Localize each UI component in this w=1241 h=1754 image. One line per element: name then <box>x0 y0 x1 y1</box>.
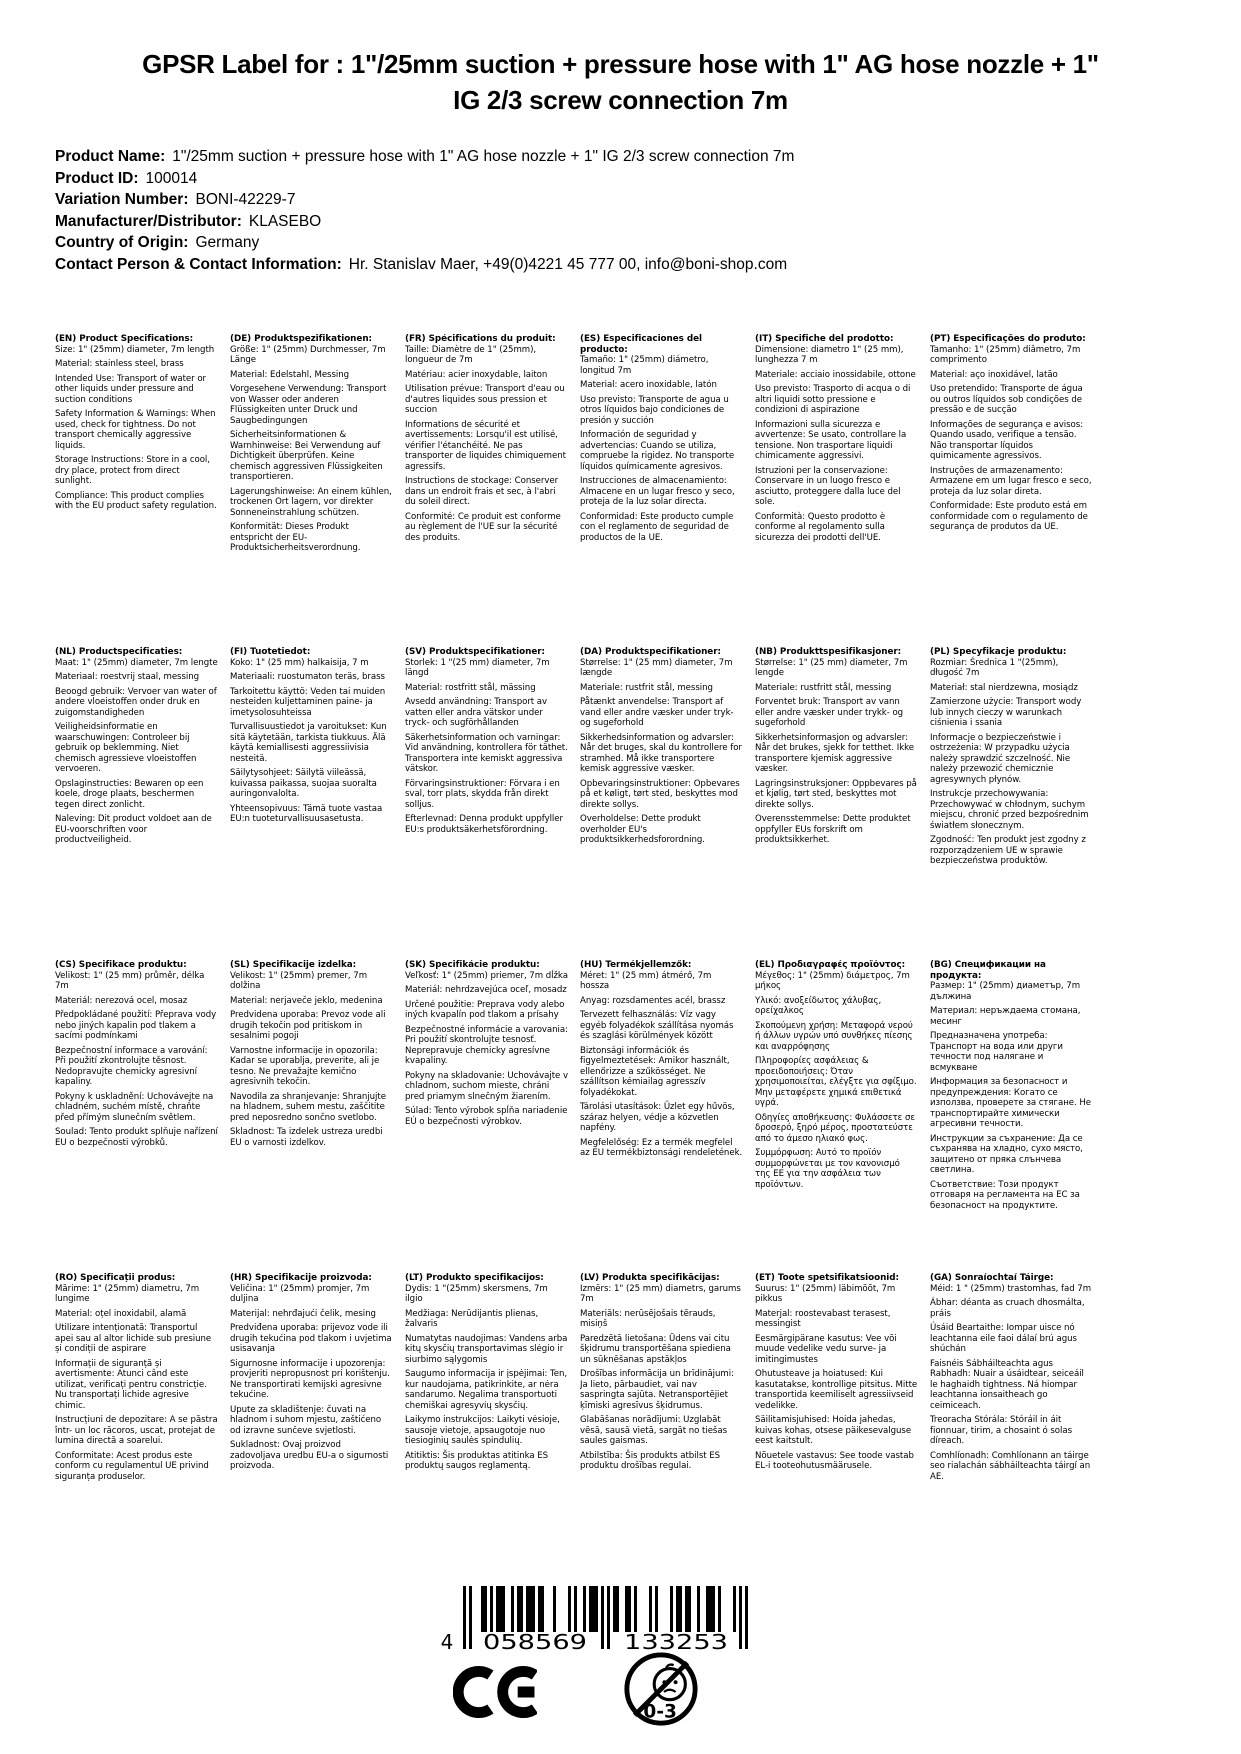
language-spec-paragraph: Safety Information & Warnings: When used, check for tightness. Do not transport chemically aggressive liquids. <box>55 409 216 451</box>
product-name-line <box>55 146 794 168</box>
language-spec-paragraph: Sicherheitsinformationen & Warnhinweise: Bei Verwendung auf Dichtigkeit überprüfen. Keine chemisch aggressiven Flüssigkeiten transportieren. <box>230 430 383 482</box>
language-spec-paragraph: Informazioni sulla sicurezza e avvertenze: Se usato, controllare la tensione. Non trasportare liquidi chimicamente aggressivi. <box>755 419 907 461</box>
product-id-label: Product ID: <box>55 169 139 187</box>
language-spec-cell <box>755 334 930 647</box>
language-spec-paragraph: Pokyny na skladovanie: Uchovávajte v chladnom, suchom mieste, chráni pred priamym slnečným žiarením. <box>405 1070 569 1102</box>
language-spec-paragraph: Dimensione: diametro 1" (25 mm), lunghezza 7 m <box>755 344 904 365</box>
language-spec-paragraph: Yhteensopivuus: Tämä tuote vastaa EU:n tuoteturvallisuusasetusta. <box>230 803 383 824</box>
language-spec-paragraph: Materiál: nerezová ocel, mosaz <box>55 995 188 1006</box>
language-spec-paragraph: Οδηγίες αποθήκευσης: Φυλάσσετε σε δροσερό, ξηρό μέρος, προστατεύστε από το άμεσο ηλιακό φως. <box>755 1112 915 1144</box>
language-spec-paragraph: Tervezett felhasználás: Víz vagy egyéb folyadékok szállítása nyomás és szaglási körülmények között <box>580 1010 734 1041</box>
language-spec-title: (FI) Tuotetiedot: <box>230 647 311 657</box>
language-spec-cell <box>755 647 930 960</box>
country-of-origin-line <box>55 232 794 254</box>
language-spec-paragraph: Lagringsinstruksjoner: Oppbevares på et kjølig, tørt sted, beskyttes mot direkte sollys. <box>755 778 917 810</box>
language-spec-paragraph: Biztonsági információk és figyelmeztetések: Amikor használt, ellenőrizze a szűkösséget. Ne szállítson kémiailag agresszív folyadékokat. <box>580 1045 730 1098</box>
language-spec-paragraph: Treoracha Stórála: Stóráil in áit fionnuar, tirim, a chosaint ó solas díreach. <box>930 1415 1072 1446</box>
language-spec-paragraph: Material: stainless steel, brass <box>55 359 184 369</box>
language-spec-paragraph: Faisnéis Sábháilteachta agus Rabhadh: Nuair a úsáidtear, seiceáil le haghaidh tightness. Ná hiompar leachtanna ionsaitheach go ceimiceach. <box>930 1358 1084 1411</box>
language-spec-title: (HU) Termékjellemzők: <box>580 960 692 970</box>
language-spec-paragraph: Ohutusteave ja hoiatused: Kui kasutatakse, kontrollige pitsitus. Mitte transportida keemiliselt agressiivseid vedelikke. <box>755 1369 918 1411</box>
language-spec-paragraph: Material: Edelstahl, Messing <box>230 369 350 380</box>
language-spec-paragraph: Tamaño: 1" (25mm) diámetro, longitud 7m <box>580 355 709 376</box>
language-spec-paragraph: Veličina: 1" (25mm) promjer, 7m duljina <box>230 1283 370 1304</box>
variation-number-label: Variation Number: <box>55 191 189 208</box>
language-spec-paragraph: Pokyny k uskladnění: Uchovávejte na chladném, suchém místě, chraňte před přímým slunečním světlem. <box>55 1091 214 1123</box>
barcode-left-digits: 058569 <box>483 1630 587 1652</box>
language-spec-paragraph: Nõuetele vastavus: See toode vastab EL-i tooteohutusmäärusele. <box>755 1450 914 1471</box>
variation-number-value: BONI-42229-7 <box>195 191 296 208</box>
language-spec-paragraph: Velikost: 1" (25mm) premer, 7m dolžina <box>230 970 368 991</box>
language-spec-paragraph: Méret: 1" (25 mm) átmérő, 7m hossza <box>580 970 712 991</box>
language-spec-paragraph: Overensstemmelse: Dette produktet oppfyller EUs forskrift om produktsikkerhet. <box>755 814 911 845</box>
language-spec-paragraph: Medžiaga: Nerūdijantis plienas, žalvaris <box>405 1308 539 1329</box>
language-spec-paragraph: Uso pretendido: Transporte de água ou outros líquidos sob condições de pressão e de sucção <box>930 384 1083 415</box>
language-spec-paragraph: Laikymo instrukcijos: Laikyti vėsioje, sausoje vietoje, apsaugotoje nuo tiesioginių saulės spindulių. <box>405 1415 560 1446</box>
product-name-label: Product Name: <box>55 148 166 165</box>
language-spec-paragraph: Material: rostfritt stål, mässing <box>405 682 536 693</box>
language-spec-cell <box>230 647 405 960</box>
language-spec-title: (PT) Especificações do produto: <box>930 334 1086 344</box>
language-spec-paragraph: Intended Use: Transport of water or other liquids under pressure and suction conditions <box>55 373 207 405</box>
language-spec-paragraph: Určené použitie: Preprava vody alebo iných kvapalín pod tlakom a prísahy <box>405 999 565 1020</box>
age-warning-text: 0-3 <box>643 1701 677 1723</box>
language-spec-paragraph: Taille: Diamètre de 1" (25mm), longueur de 7m <box>405 344 537 365</box>
language-spec-paragraph: Materjal: roostevabast terasest, messingist <box>755 1308 891 1329</box>
language-spec-paragraph: Materijal: nehrđajući čelik, mesing <box>230 1308 376 1319</box>
contact-line <box>55 254 794 276</box>
language-spec-paragraph: Saugumo informacija ir įspėjimai: Ten, kur naudojama, patikrinkite, ar nėra sandarumo. Negalima transportuoti chemiškai agresyvių skysčių. <box>405 1369 568 1411</box>
barcode-lead-digit: 4 <box>440 1630 454 1652</box>
language-spec-title: (DA) Produktspecifikationer: <box>580 647 721 657</box>
language-spec-cell <box>405 334 580 647</box>
language-spec-paragraph: Materiaali: ruostumaton teräs, brass <box>230 672 385 682</box>
language-spec-cell <box>580 334 755 647</box>
language-spec-paragraph: Material: acero inoxidable, latón <box>580 380 717 390</box>
language-spec-paragraph: Uso previsto: Trasporto di acqua o di altri liquidi sotto pressione e condizioni di aspirazione <box>755 384 911 415</box>
language-spec-title: (SV) Produktspecifikationer: <box>405 647 545 657</box>
language-spec-paragraph: Instrucțiuni de depozitare: A se păstra într- un loc răcoros, uscat, protejat de lumina directă a soarelui. <box>55 1415 218 1446</box>
language-spec-paragraph: Größe: 1" (25mm) Durchmesser, 7m Länge <box>230 344 386 365</box>
language-spec-paragraph: Съответствие: Този продукт отговаря на регламента на ЕС за безопасност на продуктите. <box>930 1179 1080 1211</box>
product-name-value: 1"/25mm suction + pressure hose with 1" AG hose nozzle + 1" IG 2/3 screw connection 7m <box>172 148 795 165</box>
language-spec-paragraph: Sikkerhedsinformation og advarsler: Når det bruges, skal du kontrollere for stramhed. Må ikke transportere kemisk aggressive væsker. <box>580 732 742 774</box>
language-spec-cell <box>755 960 930 1273</box>
language-spec-paragraph: Zgodność: Ten produkt jest zgodny z rozporządzeniem UE w sprawie bezpieczeństwa produktów. <box>930 835 1086 866</box>
language-spec-paragraph: Veiligheidsinformatie en waarschuwingen: Controleer bij gebruik op beklemming. Niet chemisch agressieve vloeistoffen vervoeren. <box>55 722 197 774</box>
language-spec-title: (SL) Specifikacije izdelka: <box>230 960 357 970</box>
language-spec-paragraph: Drošības informācija un brīdinājumi: Ja lieto, pārbaudiet, vai nav saspringta sajūta. Netransportējiet ķīmiski agresīvus šķidrumus. <box>580 1369 734 1411</box>
language-spec-paragraph: Naleving: Dit product voldoet aan de EU-voorschriften voor productveiligheid. <box>55 814 212 845</box>
language-spec-cell <box>55 1273 230 1586</box>
language-spec-paragraph: Säilitamisjuhised: Hoida jahedas, kuivas kohas, otsese päikesevalguse eest kaitstult. <box>755 1415 912 1446</box>
language-spec-title: (DE) Produktspezifikationen: <box>230 334 372 344</box>
language-spec-paragraph: Υλικό: ανοξείδωτος χάλυβας, ορείχαλκος <box>755 995 882 1016</box>
language-spec-paragraph: Předpokládané použití: Přeprava vody nebo jiných kapalin pod tlakem a sacími podmínkami <box>55 1010 217 1041</box>
language-spec-paragraph: Beoogd gebruik: Vervoer van water of andere vloeistoffen onder druk en zuigomstandigheden <box>55 686 217 718</box>
language-spec-cell <box>55 334 230 647</box>
language-spec-paragraph: Mărime: 1" (25mm) diametru, 7m lungime <box>55 1283 200 1304</box>
language-spec-paragraph: Compliance: This product complies with the EU product safety regulation. <box>55 490 217 511</box>
language-spec-paragraph: Utilizare intenționată: Transportul apei sau al altor lichide sub presiune și condiții de aspirare <box>55 1323 212 1354</box>
language-spec-paragraph: Инструкции за съхранение: Да се съхранява на хладно, сухо място, защитено от пряка слънчева светлина. <box>930 1133 1083 1175</box>
language-spec-title: (RO) Specificații produs: <box>55 1273 176 1283</box>
language-spec-paragraph: Dydis: 1 "(25mm) skersmens, 7m ilgio <box>405 1283 548 1304</box>
language-spec-paragraph: Materiał: stal nierdzewna, mosiądz <box>930 682 1078 693</box>
language-spec-paragraph: Izmērs: 1" (25 mm) diametrs, garums 7m <box>580 1283 741 1304</box>
language-spec-paragraph: Atitiktis: Šis produktas atitinka ES produktų saugos reglamentą. <box>405 1450 549 1471</box>
language-spec-cell <box>930 647 1105 960</box>
language-spec-paragraph: Konformität: Dieses Produkt entspricht der EU-Produktsicherheitsverordnung. <box>230 522 361 553</box>
language-spec-title: (EL) Προδιαγραφές προϊόντος: <box>755 960 906 970</box>
language-spec-title: (IT) Specifiche del prodotto: <box>755 334 894 344</box>
language-spec-paragraph: Informacje o bezpieczeństwie i ostrzeżenia: W przypadku użycia należy sprawdzić szczelność. Nie należy przewozić chemicznie agresywnych płynów. <box>930 732 1071 785</box>
language-spec-paragraph: Bezpečnostní informace a varování: Při použití zkontrolujte těsnost. Nedopravujte chemicky agresivní kapaliny. <box>55 1045 208 1087</box>
language-spec-paragraph: Predviđena uporaba: prijevoz vode ili drugih tekućina pod tlakom i uvjetima usisavanja <box>230 1323 392 1354</box>
language-spec-paragraph: Megfelelőség: Ez a termék megfelel az EU termékbiztonsági rendeletének. <box>580 1137 743 1158</box>
language-spec-paragraph: Glabāšanas norādījumi: Uzglabāt vēsā, sausā vietā, sargāt no tiešas saules gaismas. <box>580 1415 728 1446</box>
ce-mark-icon <box>453 1663 537 1721</box>
language-spec-cell <box>230 1273 405 1586</box>
language-spec-title: (NB) Produkttspesifikasjoner: <box>755 647 902 657</box>
language-spec-paragraph: Atbilstība: Šis produkts atbilst ES produktu drošības regulai. <box>580 1450 721 1471</box>
language-spec-paragraph: Størrelse: 1" (25 mm) diameter, 7m lengde <box>755 657 908 678</box>
language-spec-paragraph: Materiál: nehrdzavejúca oceľ, mosadz <box>405 985 567 995</box>
age-warning-0-3-icon <box>622 1650 700 1728</box>
language-spec-cell <box>230 334 405 647</box>
language-spec-paragraph: Vorgesehene Verwendung: Transport von Wasser oder anderen Flüssigkeiten unter Druck und Saugbedingungen <box>230 384 387 426</box>
product-id-value: 100014 <box>145 169 198 187</box>
language-spec-paragraph: Bezpečnostné informácie a varovania: Pri použití skontrolujte tesnosť. Neprepravuje chemicky agresívne kvapaliny. <box>405 1024 568 1066</box>
language-spec-title: (CS) Specifikace produktu: <box>55 960 187 970</box>
language-spec-paragraph: Förvaringsinstruktioner: Förvara i en sval, torr plats, skydda från direkt solljus. <box>405 778 560 810</box>
language-spec-paragraph: Tarkoitettu käyttö: Veden tai muiden nesteiden kuljettaminen paine- ja imetysolosuhteissa <box>230 686 386 718</box>
language-spec-cell <box>930 334 1105 647</box>
language-spec-paragraph: Veľkosť: 1" (25mm) priemer, 7m dĺžka <box>405 970 568 981</box>
language-spec-paragraph: Tárolási utasítások: Üzlet egy hűvös, száraz helyen, védje a közvetlen napfény. <box>580 1102 735 1133</box>
language-spec-paragraph: Säilytysohjeet: Säilytä viileässä, kuivassa paikassa, suojaa suoralta auringonvalolta. <box>230 768 377 799</box>
language-spec-paragraph: Materiaal: roestvrij staal, messing <box>55 672 200 682</box>
language-spec-paragraph: Conformità: Questo prodotto è conforme al regolamento sulla sicurezza dei prodotti dell'UE. <box>755 511 886 543</box>
language-spec-paragraph: Opbevaringsinstruktioner: Opbevares på et køligt, tørt sted, beskyttes mod direkte sollys. <box>580 778 740 810</box>
language-spec-paragraph: Materiale: acciaio inossidabile, ottone <box>755 369 916 380</box>
language-spec-paragraph: Turvallisuustiedot ja varoitukset: Kun sitä käytetään, tarkista tiukkuus. Älä käytä kemiallisesti aggressiivisia nesteitä. <box>230 722 387 764</box>
country-of-origin-label: Country of Origin: <box>55 234 189 251</box>
language-spec-paragraph: Méid: 1 " (25mm) trastomhas, fad 7m <box>930 1283 1092 1294</box>
language-spec-paragraph: Conformité: Ce produit est conforme au règlement de l'UE sur la sécurité des produits. <box>405 511 561 543</box>
product-id-line <box>55 168 794 190</box>
language-spec-paragraph: Comhlíonadh: Comhlíonann an táirge seo rialachán sábháilteachta táirgí an AE. <box>930 1450 1091 1482</box>
manufacturer-label: Manufacturer/Distributor: <box>55 212 242 230</box>
language-spec-paragraph: Opslaginstructies: Bewaren op een koele, droge plaats, beschermen tegen direct zonlicht. <box>55 778 204 810</box>
language-spec-paragraph: Instrukcje przechowywania: Przechowywać w chłodnym, suchym miejscu, chronić przed bezpośrednim światłem słonecznym. <box>930 789 1089 831</box>
language-spec-paragraph: Koko: 1" (25 mm) halkaisija, 7 m <box>230 657 369 668</box>
language-spec-paragraph: Efterlevnad: Denna produkt uppfyller EU:s produktsäkerhetsförordning. <box>405 814 563 835</box>
language-spec-cell <box>755 1273 930 1586</box>
language-spec-cell <box>55 647 230 960</box>
language-spec-paragraph: Suurus: 1" (25mm) läbimõõt, 7m pikkus <box>755 1283 896 1304</box>
language-spec-paragraph: Soulad: Tento produkt splňuje nařízení EU o bezpečnosti výrobků. <box>55 1127 218 1148</box>
ean-barcode <box>437 1586 757 1652</box>
language-spec-title: (LV) Produkta specifikācijas: <box>580 1273 720 1283</box>
language-spec-paragraph: Paredzētā lietošana: Ūdens vai citu šķidrumu transportēšana spiediena un sūknēšanas apstākļos <box>580 1333 731 1365</box>
page-title <box>0 46 1241 119</box>
language-spec-cell <box>580 647 755 960</box>
language-spec-paragraph: Συμμόρφωση: Αυτό το προϊόν συμμορφώνεται με τον κανονισμό της ΕΕ για την ασφάλεια των προϊόντων. <box>755 1148 900 1190</box>
language-spec-paragraph: Säkerhetsinformation och varningar: Vid användning, kontrollera för täthet. Transportera inte kemiskt aggressiva vätskor. <box>405 732 568 774</box>
language-spec-paragraph: Предназначена употреба: Транспорт на вода или други течности под налягане и всмукване <box>930 1031 1063 1073</box>
language-spec-title: (BG) Спецификации на продукта: <box>930 960 1046 981</box>
language-spec-paragraph: Rozmiar: Średnica 1 "(25mm), długość 7m <box>930 657 1059 678</box>
language-spec-paragraph: Avsedd användning: Transport av vatten eller andra vätskor under tryck- och sugförhållanden <box>405 697 548 728</box>
language-spec-paragraph: Zamierzone użycie: Transport wody lub innych cieczy w warunkach ciśnienia i ssania <box>930 697 1082 728</box>
language-spec-paragraph: Material: aço inoxidável, latão <box>930 369 1058 380</box>
language-spec-title: (EN) Product Specifications: <box>55 334 194 344</box>
language-spec-title: (SK) Špecifikácie produktu: <box>405 960 540 970</box>
language-spec-title: (HR) Specifikacije proizvoda: <box>230 1273 372 1283</box>
language-spec-paragraph: Varnostne informacije in opozorila: Kadar se uporablja, preverite, ali je tesno. Ne prevažajte kemično agresivnih tekočin. <box>230 1045 380 1087</box>
language-spec-paragraph: Sukladnost: Ovaj proizvod zadovoljava uredbu EU-a o sigurnosti proizvoda. <box>230 1440 389 1471</box>
language-spec-cell <box>405 647 580 960</box>
language-spec-paragraph: Lagerungshinweise: An einem kühlen, trockenen Ort lagern, vor direkter Sonneneinstrahlung schützen. <box>230 486 392 518</box>
language-spec-paragraph: Anyag: rozsdamentes acél, brassz <box>580 995 726 1006</box>
language-spec-paragraph: Материал: неръждаема стомана, месинг <box>930 1006 1081 1027</box>
language-spec-cell <box>405 960 580 1273</box>
language-spec-paragraph: Istruzioni per la conservazione: Conservare in un luogo fresco e asciutto, proteggere dalla luce del sole. <box>755 465 901 507</box>
language-spec-paragraph: Conformitate: Acest produs este conform cu regulamentul UE privind siguranța produselor. <box>55 1450 209 1482</box>
language-spec-paragraph: Информация за безопасност и предупреждения: Когато се използва, проверете за стягане. Не транспортирайте химически агресивни течности. <box>930 1077 1092 1129</box>
language-spec-cell <box>580 1273 755 1586</box>
language-spec-paragraph: Πληροφορίες ασφάλειας & προειδοποιήσεις: Όταν χρησιμοποιείται, ελέγξτε για σφίξιμο. Μην μεταφέρετε χημικά επιθετικά υγρά. <box>755 1056 917 1108</box>
language-spec-paragraph: Forventet bruk: Transport av vann eller andre væsker under trykk- og sugeforhold <box>755 697 904 728</box>
language-spec-paragraph: Predvidena uporaba: Prevoz vode ali drugih tekočin pod pritiskom in sesalnimi pogoji <box>230 1010 386 1041</box>
language-spec-paragraph: Utilisation prévue: Transport d'eau ou d'autres liquides sous pression et succion <box>405 384 565 415</box>
language-spec-paragraph: Súlad: Tento výrobok spĺňa nariadenie EÚ o bezpečnosti výrobkov. <box>405 1106 568 1127</box>
language-spec-paragraph: Tamanho: 1" (25mm) diâmetro, 7m comprimento <box>930 344 1081 365</box>
contact-value: Hr. Stanislav Maer, +49(0)4221 45 777 00, info@boni-shop.com <box>348 255 788 273</box>
language-spec-paragraph: Material: nerjaveče jeklo, medenina <box>230 995 383 1006</box>
contact-label: Contact Person & Contact Information: <box>55 255 342 273</box>
language-spec-cell <box>580 960 755 1273</box>
country-of-origin-value: Germany <box>195 234 260 251</box>
language-spec-paragraph: Conformidad: Este producto cumple con el reglamento de seguridad de productos de la UE. <box>580 511 734 543</box>
language-spec-paragraph: Úsáid Beartaithe: Iompar uisce nó leachtanna eile faoi dálaí brú agus shúchán <box>930 1323 1077 1354</box>
language-spec-paragraph: Storlek: 1 "(25 mm) diameter, 7m längd <box>405 657 550 678</box>
manufacturer-line <box>55 211 794 233</box>
language-spec-title: (ES) Especificaciones del producto: <box>580 334 703 355</box>
language-spec-paragraph: Matériau: acier inoxydable, laiton <box>405 369 548 380</box>
language-spec-title: (PL) Specyfikacje produktu: <box>930 647 1067 657</box>
language-spec-paragraph: Información de seguridad y advertencias: Cuando se utiliza, compruebe la rigidez. No transporte líquidos químicamente agresivos. <box>580 430 735 472</box>
language-spec-paragraph: Materiale: rustfrit stål, messing <box>580 682 713 693</box>
language-spec-paragraph: Instructions de stockage: Conserver dans un endroit frais et sec, à l'abri du soleil direct. <box>405 476 559 507</box>
language-spec-paragraph: Material: oțel inoxidabil, alamă <box>55 1308 187 1319</box>
language-spec-title: (LT) Produkto specifikacijos: <box>405 1273 544 1283</box>
barcode-right-digits: 133253 <box>624 1630 728 1652</box>
language-spec-paragraph: Instrucciones de almacenamiento: Almacene en un lugar fresco y seco, proteja de la luz solar directa. <box>580 476 735 507</box>
language-spec-paragraph: Numatytas naudojimas: Vandens arba kitų skysčių transportavimas slėgio ir siurbimo sąlygomis <box>405 1333 568 1365</box>
language-spec-title: (ET) Toote spetsifikatsioonid: <box>755 1273 899 1283</box>
language-spec-paragraph: Σκοπούμενη χρήση: Μεταφορά νερού ή άλλων υγρών υπό συνθήκες πίεσης και αναρρόφησης <box>755 1020 913 1052</box>
language-spec-title: (GA) Sonraíochtaí Táirge: <box>930 1273 1054 1283</box>
variation-number-line <box>55 189 794 211</box>
language-spec-paragraph: Informations de sécurité et avertissements: Lorsqu'il est utilisé, vérifier l'étanchéité. Ne pas transporter de liquides chimiquement agressifs. <box>405 419 566 472</box>
product-info-block <box>55 146 794 275</box>
language-spec-paragraph: Sigurnosne informacije i upozorenja: provjeriti nepropusnost pri korištenju. Ne transportirati kemijski agresivne tekućine. <box>230 1358 390 1400</box>
language-spec-paragraph: Instruções de armazenamento: Armazene em um lugar fresco e seco, proteja da luz solar direta. <box>930 465 1092 497</box>
language-spec-paragraph: Størrelse: 1" (25 mm) diameter, 7m længde <box>580 657 733 678</box>
language-spec-paragraph: Uso previsto: Transporte de agua u otros líquidos bajo condiciones de presión y succión <box>580 394 729 426</box>
language-spec-paragraph: Navodila za shranjevanje: Shranjujte na hladnem, suhem mestu, zaščitite pred neposredno sončno svetlobo. <box>230 1091 386 1123</box>
language-spec-cell <box>930 960 1105 1273</box>
language-spec-paragraph: Eesmärgipärane kasutus: Vee või muude vedelike vedu surve- ja imitingimustes <box>755 1333 897 1365</box>
language-spec-paragraph: Upute za skladištenje: čuvati na hladnom i suhom mjestu, zaštićeno od izravne sunčeve svjetlosti. <box>230 1404 382 1436</box>
language-spec-paragraph: Μέγεθος: 1" (25mm) διάμετρος, 7m μήκος <box>755 970 910 991</box>
language-spec-paragraph: Materiāls: nerūsējošais tērauds, misiņš <box>580 1308 716 1329</box>
manufacturer-value: KLASEBO <box>248 212 322 230</box>
language-spec-paragraph: Påtænkt anvendelse: Transport af vand eller andre væsker under tryk- og sugeforhold <box>580 697 734 728</box>
language-spec-cell <box>230 960 405 1273</box>
language-spec-paragraph: Ábhar: déanta as cruach dhosmálta, práis <box>930 1298 1085 1319</box>
page-title-text: GPSR Label for : 1"/25mm suction + pressure hose with 1" AG hose nozzle + 1" IG 2/3 screw connection 7m <box>142 49 1099 116</box>
language-spec-paragraph: Conformidade: Este produto está em conformidade com o regulamento de segurança de produtos da UE. <box>930 501 1088 532</box>
language-spec-paragraph: Maat: 1" (25mm) diameter, 7m lengte <box>55 657 218 668</box>
label-footer <box>0 1586 1241 1754</box>
language-spec-paragraph: Informações de segurança e avisos: Quando usado, verifique a tensão. Não transportar líquidos quimicamente agressivos. <box>930 419 1084 461</box>
language-spec-paragraph: Sikkerhetsinformasjon og advarsler: Når det brukes, sjekk for tetthet. Ikke transportere kjemisk aggressive væsker. <box>755 732 915 774</box>
language-spec-cell <box>405 1273 580 1586</box>
language-spec-cell <box>55 960 230 1273</box>
language-spec-paragraph: Storage Instructions: Store in a cool, dry place, protect from direct sunlight. <box>55 455 210 486</box>
language-spec-title: (FR) Spécifications du produit: <box>405 334 556 344</box>
language-spec-title: (NL) Productspecificaties: <box>55 647 183 657</box>
language-spec-paragraph: Velikost: 1" (25 mm) průměr, délka 7m <box>55 970 205 991</box>
language-spec-paragraph: Overholdelse: Dette produkt overholder EU's produktsikkerhedsforordning. <box>580 814 705 845</box>
language-spec-paragraph: Materiale: rustfritt stål, messing <box>755 682 892 693</box>
language-spec-paragraph: Размер: 1" (25mm) диаметър, 7m дължина <box>930 981 1081 1002</box>
language-spec-paragraph: Skladnost: Ta izdelek ustreza uredbi EU o varnosti izdelkov. <box>230 1127 383 1148</box>
language-grid <box>55 334 1105 1586</box>
language-spec-paragraph: Size: 1" (25mm) diameter, 7m length <box>55 344 215 355</box>
language-spec-cell <box>930 1273 1105 1586</box>
language-spec-paragraph: Informații de siguranță și avertismente: Atunci când este utilizat, verificați pentru constricție. Nu transportați lichide agresive chimic. <box>55 1358 207 1411</box>
